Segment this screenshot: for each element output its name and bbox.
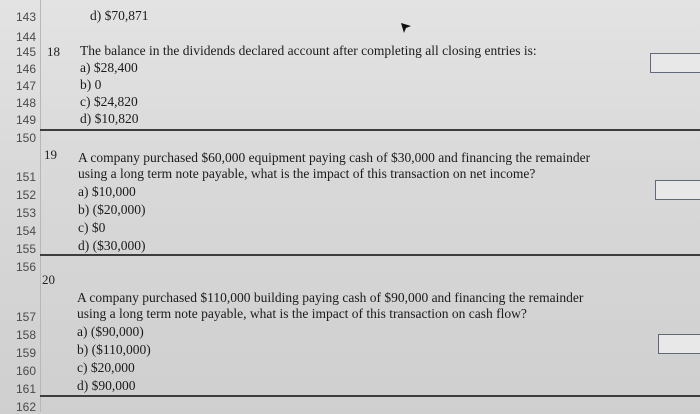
row-number: 157 — [16, 310, 37, 324]
question-text: using a long term note payable, what is the impact of this transaction on cash flow? — [77, 306, 527, 321]
row-number: 147 — [16, 79, 37, 93]
row-header-border — [40, 0, 41, 412]
question-number: 20 — [42, 272, 55, 287]
row-number: 148 — [16, 96, 37, 110]
row-number: 144 — [16, 30, 37, 44]
row-number: 159 — [16, 346, 37, 360]
row-number: 154 — [16, 224, 37, 238]
question-divider — [40, 254, 700, 256]
row-number: 160 — [16, 364, 37, 378]
option-c: c) $20,000 — [77, 360, 135, 375]
row-number: 143 — [16, 10, 37, 24]
question-text: The balance in the dividends declared account after completing all closing entries is: — [80, 43, 537, 58]
row-number: 162 — [16, 400, 37, 414]
row-number: 146 — [16, 62, 37, 76]
option-c: c) $24,820 — [80, 94, 138, 109]
row-number: 158 — [16, 328, 37, 342]
row-number: 150 — [16, 131, 37, 145]
question-text: A company purchased $110,000 building paying cash of $90,000 and financing the remainder — [77, 290, 584, 305]
row-number: 151 — [16, 170, 37, 184]
option-d: d) $10,820 — [80, 111, 139, 126]
row-number: 145 — [16, 45, 37, 59]
row-number: 149 — [16, 113, 37, 127]
question-divider — [40, 129, 700, 131]
question-text: using a long term note payable, what is the impact of this transaction on net income? — [78, 166, 536, 181]
row-number: 155 — [16, 242, 37, 256]
answer-input-19[interactable] — [655, 180, 700, 200]
option-a: a) $28,400 — [80, 60, 138, 75]
option-d: d) $90,000 — [77, 378, 136, 393]
previous-option-d: d) $70,871 — [90, 8, 149, 23]
option-b: b) ($20,000) — [78, 202, 146, 217]
option-c: c) $0 — [78, 220, 106, 235]
answer-input-18[interactable] — [650, 53, 700, 73]
mouse-cursor-icon — [400, 22, 412, 34]
option-a: a) $10,000 — [78, 184, 136, 199]
option-a: a) ($90,000) — [77, 324, 144, 339]
row-number: 156 — [16, 260, 37, 274]
answer-input-20[interactable] — [658, 334, 700, 354]
option-b: b) ($110,000) — [77, 342, 151, 357]
row-number: 152 — [16, 188, 37, 202]
option-d: d) ($30,000) — [78, 238, 146, 253]
question-text: A company purchased $60,000 equipment paying cash of $30,000 and financing the remainder — [78, 150, 591, 165]
option-b: b) 0 — [80, 77, 102, 92]
row-number: 153 — [16, 206, 37, 220]
question-number: 18 — [47, 44, 60, 59]
question-number: 19 — [44, 147, 57, 162]
row-number: 161 — [16, 382, 37, 396]
question-divider — [40, 395, 700, 397]
